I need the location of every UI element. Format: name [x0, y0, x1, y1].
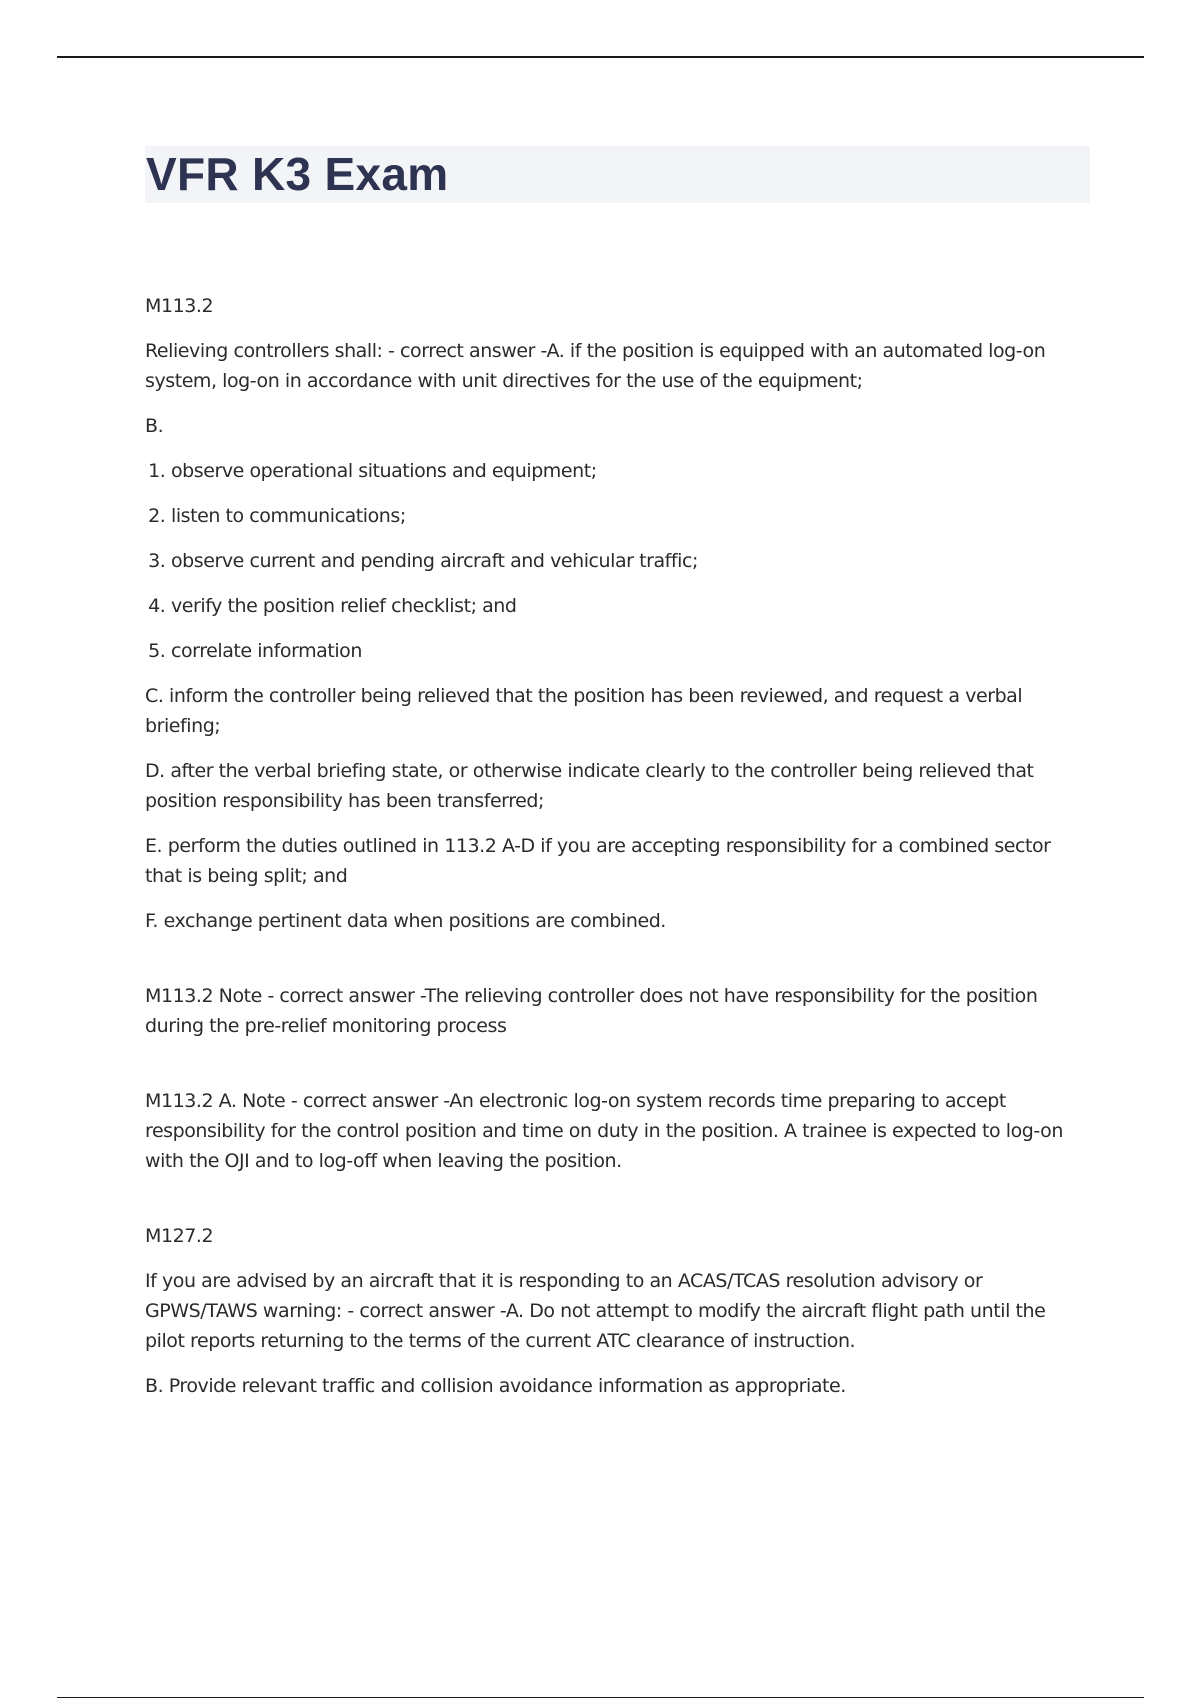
document-body: [145, 291, 1090, 1416]
answer-part-c: C. inform the controller being relieved that the position has been reviewed, and request a verbal briefing;: [145, 685, 1023, 737]
question-text: M113.2 A. Note - correct answer -An electronic log-on system records time preparing to accept responsibility for the control position and time on duty in the position. A trainee is expected to log-on with the OJI and to log-off when leaving the position.: [145, 1090, 1063, 1172]
list-item: 4. verify the position relief checklist; and: [171, 591, 1090, 621]
header-rule: [57, 56, 1144, 58]
section-heading: M113.2: [145, 295, 214, 317]
list-item: 1. observe operational situations and equipment;: [171, 456, 1090, 486]
section-heading: M127.2: [145, 1225, 214, 1247]
question-text: If you are advised by an aircraft that it is responding to an ACAS/TCAS resolution advisory or GPWS/TAWS warning: - correct answer -A. Do not attempt to modify the aircraft flight path until the pilot reports returning to the terms of the current ATC clearance of instruction.: [145, 1270, 1046, 1352]
question-text: M113.2 Note - correct answer -The relieving controller does not have responsibility for the position during the pre-relief monitoring process: [145, 985, 1038, 1037]
answer-part-b: B.: [145, 415, 164, 437]
question-text: Relieving controllers shall: - correct answer -A. if the position is equipped with an automated log-on system, log-on in accordance with unit directives for the use of the equipment;: [145, 340, 1046, 392]
list-item: 2. listen to communications;: [171, 501, 1090, 531]
answer-part-d: D. after the verbal briefing state, or otherwise indicate clearly to the controller being relieved that position responsibility has been transferred;: [145, 760, 1034, 812]
answer-sublist: [145, 456, 1090, 666]
list-item: 5. correlate information: [171, 636, 1090, 666]
answer-part-e: E. perform the duties outlined in 113.2 A-D if you are accepting responsibility for a combined sector that is being split; and: [145, 835, 1051, 887]
list-item: 3. observe current and pending aircraft and vehicular traffic;: [171, 546, 1090, 576]
answer-part-b: B. Provide relevant traffic and collision avoidance information as appropriate.: [145, 1375, 846, 1397]
document-title: VFR K3 Exam: [146, 148, 449, 200]
footer-rule: [57, 1697, 1144, 1698]
answer-part-f: F. exchange pertinent data when positions are combined.: [145, 910, 666, 932]
